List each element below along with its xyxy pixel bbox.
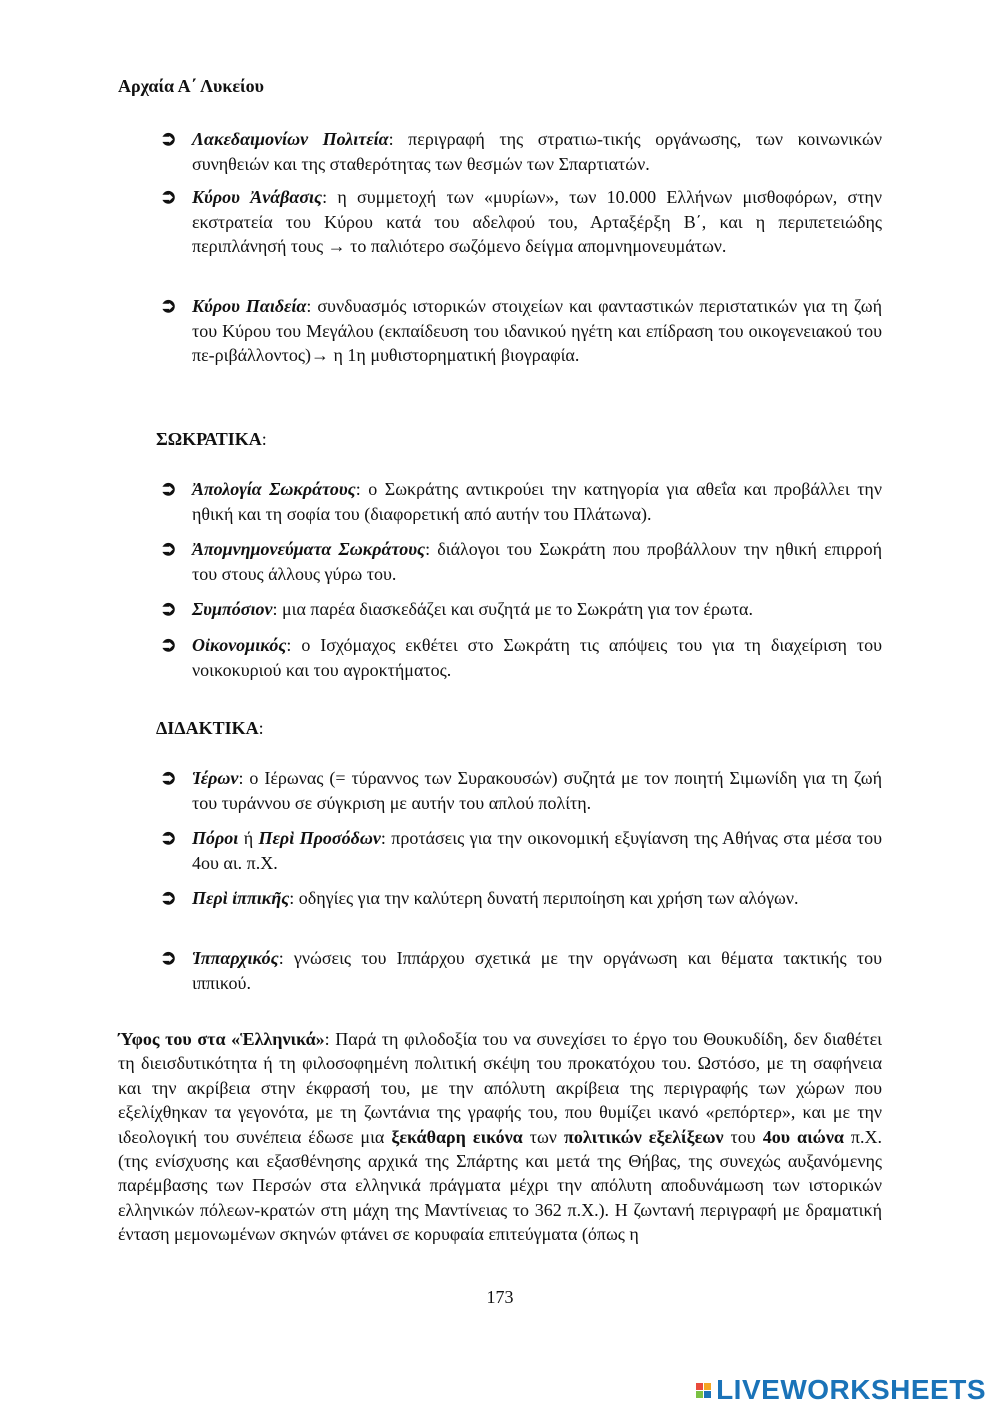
arrow-right-circle-icon: ➲ [160,827,177,849]
work-title: Πόροι [192,828,239,848]
list-item [160,597,882,622]
liveworksheets-watermark[interactable] [696,1374,986,1406]
arrow-right-circle-icon: ➲ [160,947,177,969]
arrow-right-circle-icon: ➲ [160,767,177,789]
work-conjunction: ή [238,828,259,848]
list-item [160,477,882,526]
arrow-right-circle-icon: ➲ [160,128,177,150]
page-number: 173 [486,1287,514,1307]
work-title: Κύρου Ἀνάβασις [192,187,323,207]
work-description: : γνώσεις του Ιππάρχου σχετικά με την οργάνωση και θέματα τακτικής του ιππικού. [192,948,882,993]
work-description: : ο Ιέρωνας (= τύραννος των Συρακουσών) συζητά με τον ποιητή Σιμωνίδη για τη ζωή του τυράννου σε σύγκριση με αυτήν του απλού πολίτη. [192,768,882,813]
section-heading-socratic: ΣΩΚΡΑΤΙΚΑ: [156,429,267,449]
style-paragraph: Ύφος του στα «Ἑλληνικά»: Παρά τη φιλοδοξία του να συνεχίσει το έργο του Θουκυδίδη, δεν διαθέτει τη διεισδυτικότητα ή τη φιλοσοφημένη πολιτική σκέψη του προκατόχου του. Ωστόσο, με τη σαφήνεια και την ακρίβεια στην έκφρασή του, με την απόλυτη ακρίβεια της περιγραφής των χώρων που εξελίχθηκαν τα γεγονότα, με τη ζωντάνια της γραφής του, που θυμίζει ικανό «ρεπόρτερ», και με την ιδεολογική του συνέπεια έδωσε μια ξεκάθαρη εικόνα των πολιτικών εξελίξεων του 4ου αιώνα π.Χ. (της ενίσχυσης και εξασθένησης αρχικά της Σπάρτης και μετά της Θήβας, της συνεχώς αυξανόμενης παρέμβασης των Περσών στα ελληνικά πράγματα μέχρι την απόλυτη αποδυνάμωση των ιστορικών ελληνικών πόλεων-κρατών στη μάχη της Μαντίνειας το 362 π.Χ.). Η ζωντανή περιγραφή με δραματική ένταση μεμονωμένων σκηνών φτάνει σε κορυφαία επιτεύγματα (όπως η [118,1029,882,1245]
work-title: Ἱέρων [192,768,239,788]
work-description: : ο Ισχόμαχος εκθέτει στο Σωκράτη τις απόψεις του για τη διαχείριση του νοικοκυριού και του αγροκτήματος. [192,635,882,680]
footer-brand: LIVEWORKSHEETS [716,1374,986,1405]
arrow-right-circle-icon: ➲ [160,538,177,560]
arrow-right-circle-icon: ➲ [160,295,177,317]
list-item [160,633,882,682]
work-title: Κύρου Παιδεία [192,296,307,316]
section-heading-didactic: ΔΙΔΑΚΤΙΚΑ: [156,718,264,738]
work-title: Ἀπολογία Σωκράτους [192,479,356,499]
work-title: Λακεδαιμονίων Πολιτεία [192,129,389,149]
list-item [160,886,882,911]
list-item [160,185,882,259]
work-description: : συνδυασμός ιστορικών στοιχείων και φανταστικών περιστατικών για τη ζωή του Κύρου του Μεγάλου (εκπαίδευση του ιδανικού ηγέτη και επίδραση του οικογενειακού του πε-ριβάλλοντος)→ η 1η μυθιστορηματική βιογραφία. [192,296,882,365]
work-title: Οἰκονομικός [192,635,287,655]
arrow-right-circle-icon: ➲ [160,634,177,656]
arrow-right-circle-icon: ➲ [160,598,177,620]
work-description: : διάλογοι του Σωκράτη που προβάλλουν την ηθική επιρροή του στους άλλους γύρω του. [192,539,882,584]
arrow-right-circle-icon: ➲ [160,478,177,500]
work-title-alt: Περὶ Προσόδων [258,828,381,848]
page-header: Αρχαία Α΄ Λυκείου [118,76,264,96]
paragraph-lead: Ύφος του στα «Ἑλληνικά» [118,1029,325,1049]
list-item [160,766,882,815]
liveworksheets-logo-icon [696,1383,711,1398]
work-title: Ἱππαρχικός [192,948,279,968]
arrow-right-circle-icon: ➲ [160,186,177,208]
work-description: : ο Σωκράτης αντικρούει την κατηγορία για αθεΐα και προβάλλει την ηθική και τη σοφία του (διαφορετική από αυτήν του Πλάτωνα). [192,479,882,524]
list-item [160,294,882,368]
work-title: Συμπόσιον [192,599,273,619]
list-item [160,127,882,176]
work-description: : περιγραφή της στρατιω-τικής οργάνωσης, των κοινωνικών συνηθειών και της σταθερότητας των θεσμών των Σπαρτιατών. [192,129,882,174]
list-item [160,537,882,586]
work-description: : μια παρέα διασκεδάζει και συζητά με το Σωκράτη για τον έρωτα. [272,599,753,619]
work-title: Ἀπομνημονεύματα Σωκράτους [192,539,426,559]
work-description: : η συμμετοχή των «μυρίων», των 10.000 Ελλήνων μισθοφόρων, στην εκστρατεία του Κύρου κατά του αδελφού του, Αρταξέρξη Β΄, και η περιπετειώδης περιπλάνησή τους → το παλιότερο σωζόμενο δείγμα απομνημονευμάτων. [192,187,882,256]
work-description: : προτάσεις για την οικονομική εξυγίανση της Αθήνας στα μέσα του 4ου αι. π.Χ. [192,828,882,873]
list-item [160,826,882,875]
arrow-right-circle-icon: ➲ [160,887,177,909]
work-description: : οδηγίες για την καλύτερη δυνατή περιποίηση και χρήση των αλόγων. [289,888,799,908]
work-title: Περὶ ἱππικῆς [192,888,290,908]
list-item [160,946,882,995]
